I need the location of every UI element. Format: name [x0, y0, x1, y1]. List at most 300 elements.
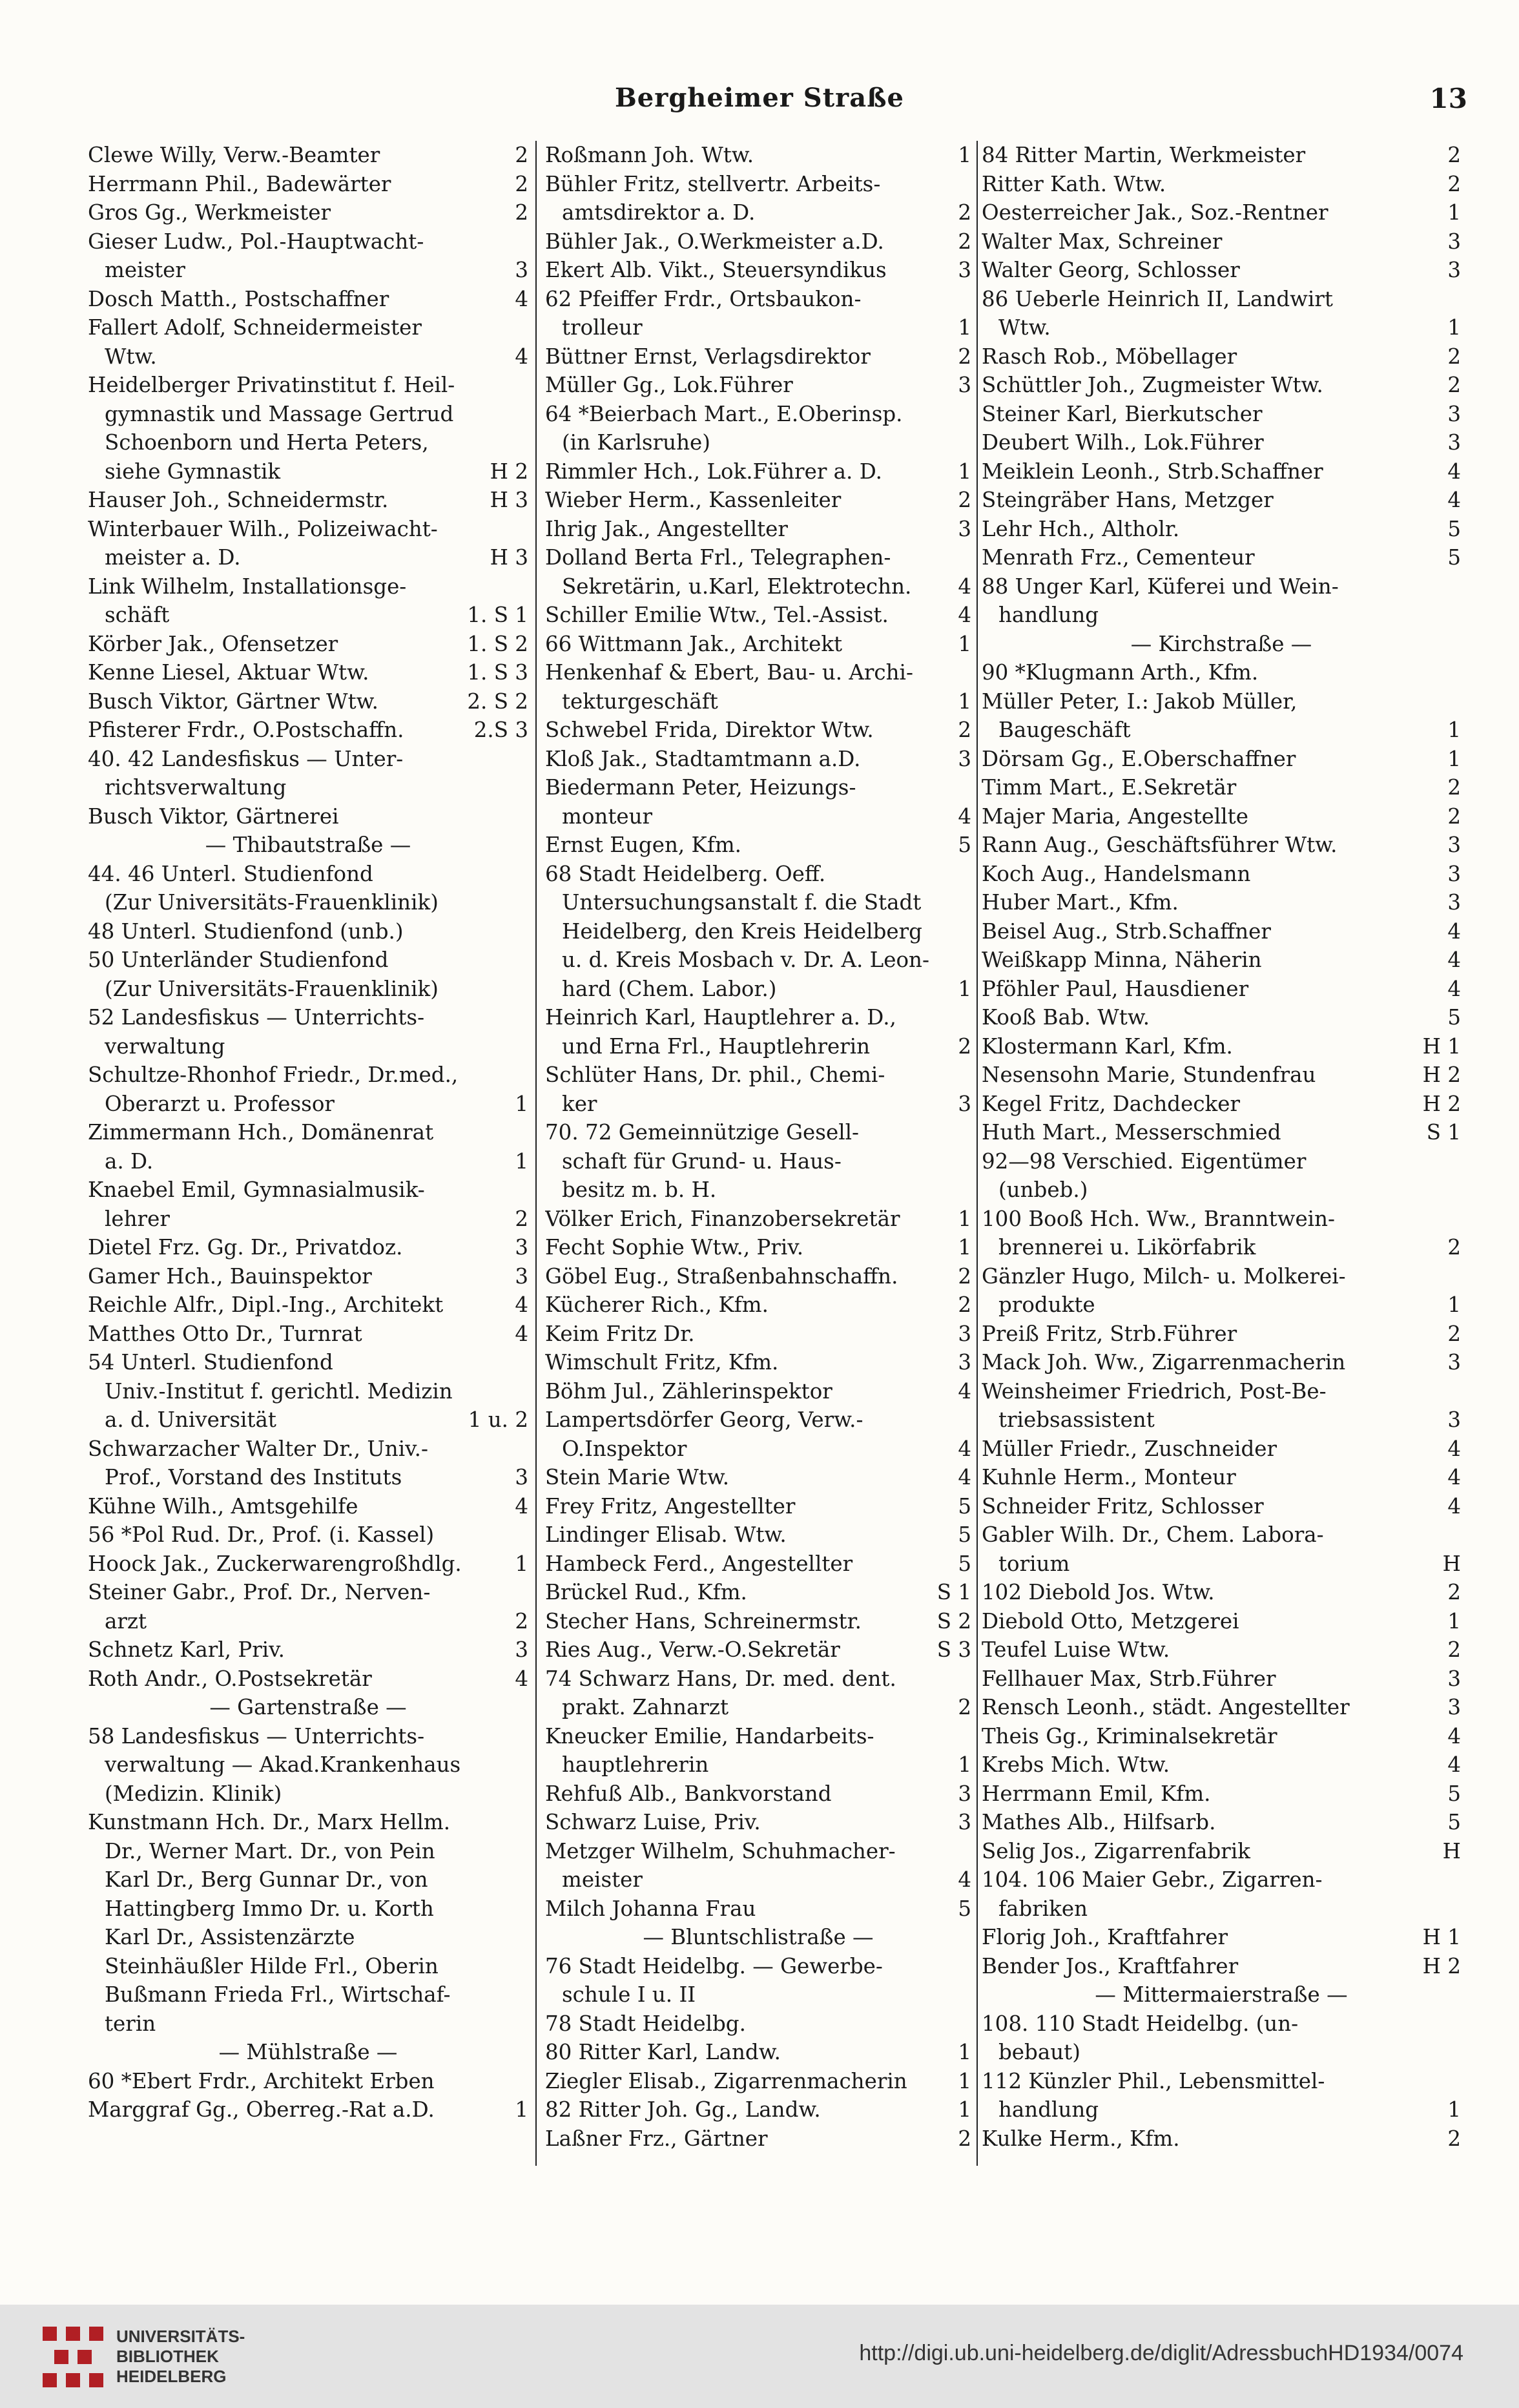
directory-entry	[545, 227, 971, 256]
entry-text: Dörsam Gg., E.Oberschaffner	[982, 746, 1296, 771]
entry-text: Stein Marie Wtw.	[545, 1465, 730, 1489]
floor-number	[513, 227, 528, 256]
floor-number: H 2	[1422, 1091, 1461, 1116]
directory-entry	[982, 601, 1461, 630]
entry-text: 48 Unterl. Studienfond (unb.)	[88, 919, 404, 944]
floor-number: 2	[1447, 1321, 1461, 1346]
page-number: 13	[1429, 83, 1467, 114]
floor-number: 2	[958, 2126, 971, 2151]
directory-entry	[982, 1607, 1461, 1636]
directory-entry	[88, 543, 528, 572]
floor-number	[956, 1837, 971, 1866]
floor-number: 2	[515, 1608, 528, 1634]
directory-entry	[545, 1090, 971, 1119]
entry-text: Schwebel Frida, Direktor Wtw.	[545, 718, 874, 742]
floor-number	[956, 400, 971, 429]
directory-entry	[982, 1320, 1461, 1349]
directory-entry	[88, 227, 528, 256]
directory-entry	[545, 1176, 971, 1205]
floor-number: 1	[1447, 315, 1461, 340]
floor-number: 2	[958, 1033, 971, 1059]
entry-text: (Medizin. Klinik)	[105, 1781, 282, 1806]
directory-entry	[982, 256, 1461, 285]
entry-text: richtsverwaltung	[105, 775, 287, 800]
street-heading	[88, 831, 528, 860]
directory-entry	[545, 428, 971, 457]
directory-entry	[88, 1032, 528, 1061]
entry-text: 40. 42 Landesfiskus — Unter-	[88, 746, 404, 771]
entry-text: Weißkapp Minna, Näherin	[982, 948, 1262, 972]
floor-number	[513, 2067, 528, 2096]
directory-entry	[545, 342, 971, 371]
entry-text: Rensch Leonh., städt. Angestellter	[982, 1695, 1350, 1719]
floor-number: 1	[958, 1235, 971, 1260]
entry-text: Keim Fritz Dr.	[545, 1321, 695, 1346]
floor-number: 5	[1447, 1781, 1461, 1806]
entry-text: (in Karlsruhe)	[562, 430, 710, 455]
directory-entry	[545, 946, 971, 975]
directory-entry	[545, 1463, 971, 1492]
entry-text: schule I u. II	[562, 1982, 696, 2007]
entry-text: Rasch Rob., Möbellager	[982, 344, 1237, 369]
street-heading	[88, 2038, 528, 2067]
entry-text: schäft	[105, 603, 170, 627]
entry-text: Krebs Mich. Wtw.	[982, 1752, 1170, 1777]
directory-entry	[545, 1607, 971, 1636]
floor-number	[513, 917, 528, 946]
entry-text: 70. 72 Gemeinnützige Gesell-	[545, 1120, 859, 1145]
floor-number: 4	[1447, 1752, 1461, 1777]
floor-number	[956, 773, 971, 802]
directory-entry	[545, 198, 971, 227]
directory-entry	[982, 141, 1461, 170]
directory-entry	[88, 1750, 528, 1780]
floor-number: 3	[958, 373, 971, 397]
floor-number: 1. S 3	[467, 660, 528, 685]
entry-text: 108. 110 Stadt Heidelbg. (un-	[982, 2011, 1299, 2036]
directory-entry	[982, 1750, 1461, 1780]
entry-text: Weinsheimer Friedrich, Post-Be-	[982, 1378, 1327, 1404]
entry-text: Bühler Jak., O.Werkmeister a.D.	[545, 229, 884, 254]
directory-entry	[545, 141, 971, 170]
floor-number	[956, 1665, 971, 1694]
directory-entry	[545, 2067, 971, 2096]
directory-entry	[982, 2124, 1461, 2154]
entry-text: Ekert Alb. Vikt., Steuersyndikus	[545, 258, 887, 282]
floor-number: 4	[958, 1378, 971, 1404]
directory-entry	[88, 1348, 528, 1377]
entry-text: 52 Landesfiskus — Unterrichts-	[88, 1005, 425, 1030]
directory-entry	[982, 1205, 1461, 1234]
footer-bar	[0, 2305, 1519, 2408]
entry-text: handlung	[998, 603, 1099, 627]
entry-text: Fecht Sophie Wtw., Priv.	[545, 1235, 804, 1260]
directory-entry	[88, 1521, 528, 1550]
entry-text: Wieber Herm., Kassenleiter	[545, 488, 842, 512]
directory-entry	[982, 400, 1461, 429]
library-name-line: UNIVERSITÄTS-	[116, 2327, 245, 2346]
directory-entry	[982, 1780, 1461, 1809]
floor-number	[513, 428, 528, 457]
floor-number	[513, 1003, 528, 1032]
directory-entry	[545, 371, 971, 400]
directory-entry	[88, 1894, 528, 1924]
entry-text: 102 Diebold Jos. Wtw.	[982, 1580, 1215, 1604]
directory-entry	[88, 630, 528, 659]
floor-number: 1	[958, 2097, 971, 2122]
floor-number	[513, 888, 528, 917]
directory-entry	[982, 1118, 1461, 1147]
floor-number	[513, 1521, 528, 1550]
entry-text: Müller Peter, I.: Jakob Müller,	[982, 689, 1297, 714]
floor-number	[513, 572, 528, 601]
entry-text: Schoenborn und Herta Peters,	[105, 430, 429, 455]
floor-number: 3	[958, 1350, 971, 1375]
directory-entry	[982, 1463, 1461, 1492]
directory-entry	[88, 1865, 528, 1894]
entry-text: torium	[998, 1551, 1070, 1576]
floor-number: 2	[958, 344, 971, 369]
directory-entry	[88, 2067, 528, 2096]
entry-text: Link Wilhelm, Installationsge-	[88, 574, 407, 599]
entry-text: Matthes Otto Dr., Turnrat	[88, 1321, 362, 1346]
entry-text: a. d. Universität	[105, 1407, 276, 1432]
floor-number: S 1	[1426, 1120, 1461, 1145]
directory-entry	[88, 1665, 528, 1694]
floor-number: H 1	[1422, 1033, 1461, 1059]
directory-entry	[545, 1205, 971, 1234]
directory-entry	[982, 515, 1461, 544]
floor-number: 2	[958, 200, 971, 225]
directory-entry	[545, 1118, 971, 1147]
directory-entry	[88, 917, 528, 946]
directory-entry	[88, 400, 528, 429]
directory-entry	[982, 1061, 1461, 1090]
directory-entry	[982, 486, 1461, 515]
entry-text: Theis Gg., Kriminalsekretär	[982, 1723, 1277, 1749]
floor-number: 4	[958, 574, 971, 599]
entry-text: Göbel Eug., Straßenbahnschaffn.	[545, 1263, 898, 1289]
directory-entry	[982, 285, 1461, 314]
floor-number: 4	[1447, 1436, 1461, 1461]
directory-entry	[982, 543, 1461, 572]
entry-text: Frey Fritz, Angestellter	[545, 1493, 796, 1519]
directory-entry	[982, 1262, 1461, 1291]
floor-number: 4	[1447, 1465, 1461, 1489]
entry-text: Ziegler Elisab., Zigarrenmacherin	[545, 2068, 907, 2093]
entry-text: — Gartenstraße —	[209, 1695, 407, 1719]
entry-text: Busch Viktor, Gärtner Wtw.	[88, 689, 378, 714]
directory-entry	[88, 1377, 528, 1406]
floor-number: H 2	[1422, 1063, 1461, 1087]
directory-entry	[545, 716, 971, 745]
entry-text: Baugeschäft	[998, 718, 1131, 742]
entry-text: a. D.	[105, 1148, 154, 1174]
floor-number: H 2	[490, 459, 528, 484]
directory-entry	[982, 1578, 1461, 1607]
entry-text: Winterbauer Wilh., Polizeiwacht-	[88, 516, 438, 541]
entry-text: Schneider Fritz, Schlosser	[982, 1493, 1264, 1519]
floor-number: 2	[1447, 2126, 1461, 2151]
directory-entry	[545, 1665, 971, 1694]
entry-text: Böhm Jul., Zählerinspektor	[545, 1378, 832, 1404]
entry-text: Kloß Jak., Stadtamtmann a.D.	[545, 746, 861, 771]
floor-number: 1	[1447, 200, 1461, 225]
floor-number	[513, 1061, 528, 1090]
floor-number	[956, 1061, 971, 1090]
entry-text: Menrath Frz., Cementeur	[982, 545, 1255, 570]
directory-entry	[545, 1320, 971, 1349]
floor-number	[513, 1980, 528, 2009]
floor-number	[956, 1118, 971, 1147]
directory-entry	[545, 1837, 971, 1866]
entry-text: — Mittermaierstraße —	[1095, 1982, 1348, 2007]
entry-text: Steingräber Hans, Metzger	[982, 488, 1274, 512]
entry-text: handlung	[998, 2097, 1099, 2122]
entry-text: Zimmermann Hch., Domänenrat	[88, 1120, 434, 1145]
directory-entry	[982, 227, 1461, 256]
entry-text: Karl Dr., Berg Gunnar Dr., von	[105, 1867, 428, 1892]
floor-number: 1	[1447, 718, 1461, 742]
directory-entry	[982, 2038, 1461, 2067]
directory-entry	[88, 486, 528, 515]
entry-text: Kooß Bab. Wtw.	[982, 1005, 1150, 1030]
entry-text: monteur	[562, 804, 653, 829]
entry-text: Herrmann Phil., Badewärter	[88, 171, 391, 196]
directory-entry	[982, 428, 1461, 457]
floor-number	[513, 1894, 528, 1924]
floor-number	[513, 400, 528, 429]
entry-text: ker	[562, 1091, 597, 1116]
entry-text: Untersuchungsanstalt f. die Stadt	[562, 890, 922, 915]
directory-entry	[982, 1377, 1461, 1406]
directory-entry	[545, 1348, 971, 1377]
directory-entry	[88, 1205, 528, 1234]
floor-number	[513, 860, 528, 889]
directory-entry	[88, 1147, 528, 1176]
directory-entry	[982, 2095, 1461, 2124]
entry-text: gymnastik und Massage Gertrud	[105, 401, 454, 426]
floor-number: 3	[1447, 1407, 1461, 1432]
directory-entry	[88, 1722, 528, 1751]
entry-text: Schwarzacher Walter Dr., Univ.-	[88, 1436, 428, 1461]
floor-number: 1	[958, 459, 971, 484]
directory-entry	[545, 745, 971, 774]
floor-number	[1445, 1262, 1461, 1291]
floor-number: 4	[515, 1493, 528, 1519]
entry-text: Büttner Ernst, Verlagsdirektor	[545, 344, 871, 369]
entry-text: arzt	[105, 1608, 147, 1634]
entry-text: Müller Friedr., Zuschneider	[982, 1436, 1277, 1461]
floor-number	[513, 1923, 528, 1952]
directory-entry	[982, 888, 1461, 917]
entry-text: 68 Stadt Heidelberg. Oeff.	[545, 861, 826, 886]
entry-text: Clewe Willy, Verw.-Beamter	[88, 143, 380, 167]
floor-number	[1445, 1894, 1461, 1924]
directory-entry	[88, 313, 528, 342]
entry-text: Kenne Liesel, Aktuar Wtw.	[88, 660, 369, 685]
floor-number	[956, 658, 971, 687]
entry-text: Hattingberg Immo Dr. u. Korth	[105, 1896, 434, 1921]
directory-entry	[545, 1032, 971, 1061]
directory-entry	[982, 1808, 1461, 1837]
floor-number	[1445, 285, 1461, 314]
floor-number: 5	[958, 1551, 971, 1576]
floor-number	[1445, 1205, 1461, 1234]
floor-number: 1	[515, 2097, 528, 2122]
entry-text: Bender Jos., Kraftfahrer	[982, 1953, 1239, 1978]
entry-text: Hoock Jak., Zuckerwarengroßhdlg.	[88, 1551, 462, 1576]
directory-entry	[982, 917, 1461, 946]
directory-entry	[88, 716, 528, 745]
source-url[interactable]: http://digi.ub.uni-heidelberg.de/diglit/AdressbuchHD1934/0074	[859, 2341, 1463, 2365]
floor-number: 1	[1447, 1292, 1461, 1317]
entry-text: Pföhler Paul, Hausdiener	[982, 976, 1249, 1001]
entry-text: Selig Jos., Zigarrenfabrik	[982, 1838, 1250, 1863]
directory-entry	[545, 1147, 971, 1176]
directory-entry	[545, 1550, 971, 1579]
directory-entry	[982, 1521, 1461, 1550]
column-divider	[535, 141, 537, 2166]
floor-number	[513, 802, 528, 831]
directory-entry	[545, 1693, 971, 1722]
floor-number: 1	[958, 1752, 971, 1777]
floor-number	[513, 313, 528, 342]
directory-entry	[545, 773, 971, 802]
directory-entry	[982, 1693, 1461, 1722]
directory-entry	[545, 687, 971, 716]
floor-number	[513, 1118, 528, 1147]
floor-number: 1	[958, 143, 971, 167]
floor-number: 4	[515, 1666, 528, 1691]
floor-number: H	[1442, 1838, 1461, 1863]
entry-text: Gänzler Hugo, Milch- u. Molkerei-	[982, 1263, 1346, 1289]
entry-text: besitz m. b. H.	[562, 1178, 717, 1202]
entry-text: 64 *Beierbach Mart., E.Oberinsp.	[545, 401, 903, 426]
directory-entry	[88, 285, 528, 314]
entry-text: Knaebel Emil, Gymnasialmusik-	[88, 1178, 425, 1202]
entry-text: (Zur Universitäts-Frauenklinik)	[105, 890, 439, 915]
directory-entry	[545, 1406, 971, 1435]
floor-number: 5	[1447, 545, 1461, 570]
floor-number: 5	[958, 833, 971, 857]
directory-entry	[545, 1952, 971, 1981]
floor-number	[513, 1808, 528, 1837]
directory-entry	[88, 1952, 528, 1981]
directory-entry	[545, 630, 971, 659]
entry-text: 74 Schwarz Hans, Dr. med. dent.	[545, 1666, 896, 1691]
floor-number: 3	[1447, 1666, 1461, 1691]
directory-entry	[545, 601, 971, 630]
entry-text: Bußmann Frieda Frl., Wirtschaf-	[105, 1982, 451, 2007]
floor-number: H 3	[490, 488, 528, 512]
floor-number: 2	[515, 200, 528, 225]
entry-text: Heidelberg, den Kreis Heidelberg	[562, 919, 922, 944]
entry-text: 84 Ritter Martin, Werkmeister	[982, 143, 1306, 167]
floor-number: 1	[515, 1148, 528, 1174]
floor-number	[1445, 572, 1461, 601]
entry-text: Schlüter Hans, Dr. phil., Chemi-	[545, 1063, 885, 1087]
library-name-line: HEIDELBERG	[116, 2367, 227, 2386]
directory-entry	[88, 1780, 528, 1809]
entry-text: hauptlehrerin	[562, 1752, 709, 1777]
floor-number: 1	[1447, 1608, 1461, 1634]
entry-text: Teufel Luise Wtw.	[982, 1637, 1170, 1662]
floor-number	[956, 946, 971, 975]
directory-entry	[982, 1635, 1461, 1665]
directory-entry	[88, 687, 528, 716]
directory-entry	[88, 1233, 528, 1262]
directory-entry	[545, 1750, 971, 1780]
floor-number: S 2	[936, 1608, 971, 1634]
directory-entry	[88, 1061, 528, 1090]
directory-entry	[982, 831, 1461, 860]
entry-text: verwaltung — Akad.Krankenhaus	[105, 1752, 461, 1777]
floor-number	[513, 1435, 528, 1464]
floor-number	[513, 515, 528, 544]
entry-text: bebaut)	[998, 2040, 1080, 2064]
directory-entry	[982, 1032, 1461, 1061]
floor-number: 4	[1447, 1493, 1461, 1519]
entry-text: 88 Unger Karl, Küferei und Wein-	[982, 574, 1339, 599]
directory-entry	[982, 745, 1461, 774]
floor-number: 3	[1447, 861, 1461, 886]
directory-entry	[982, 1003, 1461, 1032]
directory-entry	[88, 170, 528, 199]
floor-number: 3	[515, 1263, 528, 1289]
directory-entry	[982, 773, 1461, 802]
floor-number: 4	[958, 1436, 971, 1461]
floor-number	[1445, 687, 1461, 716]
floor-number: 1	[958, 315, 971, 340]
floor-number: 1	[958, 2068, 971, 2093]
floor-number	[1445, 2009, 1461, 2039]
directory-entry	[88, 1492, 528, 1521]
directory-entry	[545, 2124, 971, 2154]
entry-text: Marggraf Gg., Oberreg.-Rat a.D.	[88, 2097, 435, 2122]
entry-text: fabriken	[998, 1896, 1088, 1921]
directory-entry	[545, 831, 971, 860]
library-name	[116, 2327, 245, 2387]
entry-text: Fellhauer Max, Strb.Führer	[982, 1666, 1276, 1691]
floor-number: 2	[1447, 344, 1461, 369]
entry-text: terin	[105, 2011, 156, 2036]
floor-number: 3	[1447, 401, 1461, 426]
directory-entry	[545, 515, 971, 544]
directory-entry	[545, 1808, 971, 1837]
floor-number	[1445, 1521, 1461, 1550]
floor-number	[513, 975, 528, 1004]
entry-text: Walter Georg, Schlosser	[982, 258, 1240, 282]
column-divider	[976, 141, 978, 2166]
directory-entry	[545, 1435, 971, 1464]
floor-number: 3	[1447, 229, 1461, 254]
floor-number: 5	[1447, 1005, 1461, 1030]
floor-number	[513, 1750, 528, 1780]
directory-entry	[88, 1435, 528, 1464]
entry-text: verwaltung	[105, 1033, 225, 1059]
floor-number: 3	[515, 258, 528, 282]
directory-entry	[982, 371, 1461, 400]
directory-entry	[545, 285, 971, 314]
floor-number: 5	[958, 1522, 971, 1547]
floor-number: S 1	[936, 1580, 971, 1604]
directory-entry	[88, 1607, 528, 1636]
floor-number: S 3	[936, 1637, 971, 1662]
entry-text: Gieser Ludw., Pol.-Hauptwacht-	[88, 229, 424, 254]
entry-text: Gamer Hch., Bauinspektor	[88, 1263, 372, 1289]
directory-entry	[88, 745, 528, 774]
